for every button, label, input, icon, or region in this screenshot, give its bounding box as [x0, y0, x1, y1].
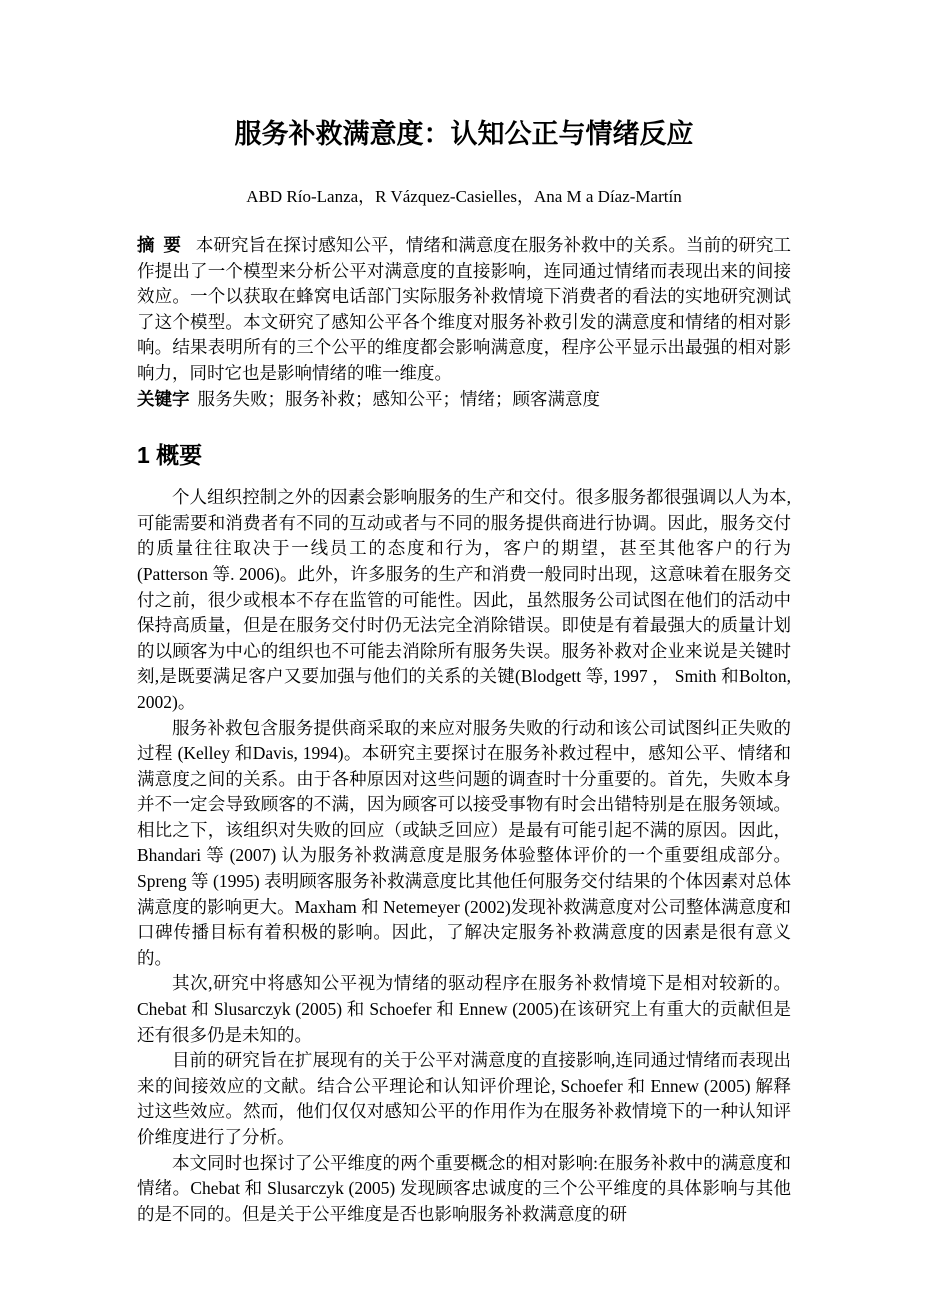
body-paragraph-4: 目前的研究旨在扩展现有的关于公平对满意度的直接影响,连同通过情绪而表现出来的间接效应的文献。结合公平理论和认知评价理论, Schoefer 和 Ennew (2005) 解释过这些效应。然而，他们仅仅对感知公平的作用作为在服务补救情境下的一种认知评价维度进行了分析。	[137, 1050, 791, 1147]
keywords-text: 服务失败；服务补救；感知公平；情绪；顾客满意度	[197, 388, 600, 409]
abstract-paragraph	[137, 233, 791, 387]
paper-title: 服务补救满意度：认知公正与情绪反应	[234, 119, 694, 149]
body-paragraph-3: 其次,研究中将感知公平视为情绪的驱动程序在服务补救情境下是相对较新的。Chebat 和 Slusarczyk (2005) 和 Schoefer 和 Ennew (2005)在该研究上有重大的贡献但是还有很多仍是未知的。	[137, 973, 791, 1045]
keywords-label: 关键字	[137, 388, 190, 409]
page-content	[137, 0, 791, 1227]
abstract-label: 摘 要	[137, 235, 183, 255]
paper-authors: ABD Río-Lanza，R Vázquez-Casielles，Ana M a Díaz-Martín	[246, 187, 682, 206]
abstract-text: 本研究旨在探讨感知公平，情绪和满意度在服务补救中的关系。当前的研究工作提出了一个模型来分析公平对满意度的直接影响，连同通过情绪而表现出来的间接效应。一个以获取在蜂窝电话部门实际服务补救情境下消费者的看法的实地研究测试了这个模型。本文研究了感知公平各个维度对服务补救引发的满意度和情绪的相对影响。结果表明所有的三个公平的维度都会影响满意度，程序公平显示出最强的相对影响力，同时它也是影响情绪的唯一维度。	[137, 235, 791, 383]
body-paragraph-1: 个人组织控制之外的因素会影响服务的生产和交付。很多服务都很强调以人为本,可能需要和消费者有不同的互动或者与不同的服务提供商进行协调。因此，服务交付的质量往往取决于一线员工的态度和行为，客户的期望，甚至其他客户的行为(Patterson 等. 2006)。此外，许多服务的生产和消费一般同时出现，这意味着在服务交付之前，很少或根本不存在监管的可能性。因此，虽然服务公司试图在他们的活动中保持高质量，但是在服务交付时仍无法完全消除错误。即使是有着最强大的质量计划的以顾客为中心的组织也不可能去消除所有服务失误。服务补救对企业来说是关键时刻,是既要满足客户又要加强与他们的关系的关键(Blodgett 等, 1997 ， Smith 和Bolton, 2002)。	[137, 487, 791, 712]
body-paragraph-5: 本文同时也探讨了公平维度的两个重要概念的相对影响:在服务补救中的满意度和情绪。Chebat 和 Slusarczyk (2005) 发现顾客忠诚度的三个公平维度的具体影响与其他的是不同的。但是关于公平维度是否也影响服务补救满意度的研	[137, 1152, 791, 1224]
section-heading-overview: 1 概要	[137, 442, 203, 469]
body-paragraph-2: 服务补救包含服务提供商采取的来应对服务失败的行动和该公司试图纠正失败的过程 (Kelley 和Davis, 1994)。本研究主要探讨在服务补救过程中，感知公平、情绪和满意度之间的关系。由于各种原因对这些问题的调查时十分重要的。首先，失败本身并不一定会导致顾客的不满，因为顾客可以接受事物有时会出错特别是在服务领域。相比之下，该组织对失败的回应（或缺乏回应）是最有可能引起不满的原因。因此， Bhandari 等 (2007) 认为服务补救满意度是服务体验整体评价的一个重要组成部分。Spreng 等 (1995) 表明顾客服务补救满意度比其他任何服务交付结果的个体因素对总体满意度的影响更大。Maxham 和 Netemeyer (2002)发现补救满意度对公司整体满意度和口碑传播目标有着积极的影响。因此，了解决定服务补救满意度的因素是很有意义的。	[137, 717, 791, 968]
keywords-line	[137, 387, 791, 413]
